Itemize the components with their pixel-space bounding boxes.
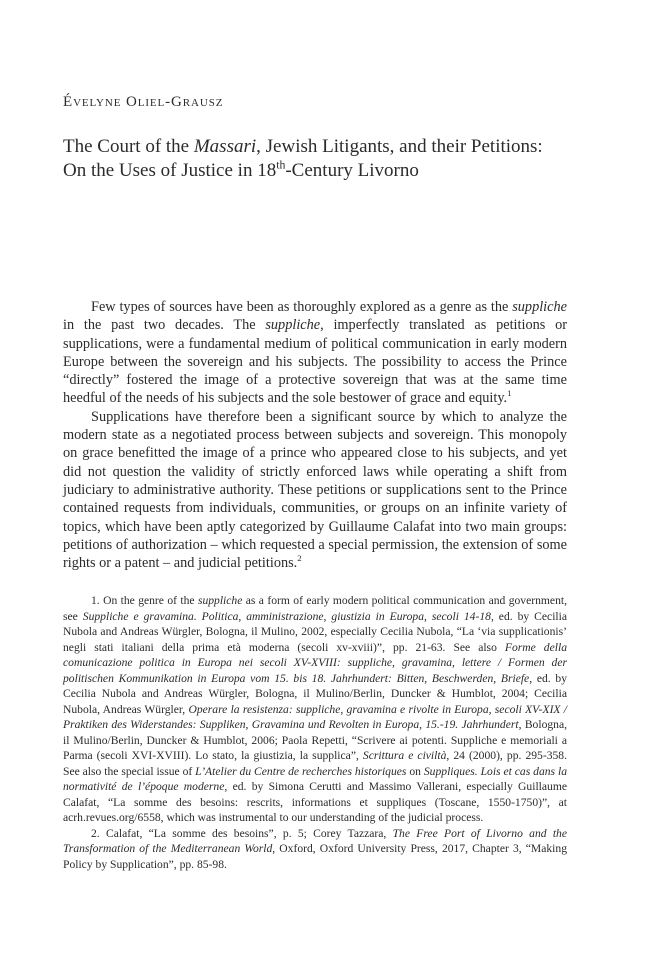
text-run: on xyxy=(406,764,424,778)
footnote xyxy=(63,593,567,826)
text-run: Few types of sources have been as thoroughly explored as a genre as the xyxy=(91,299,513,315)
title-text: On the Uses of Justice in 18 xyxy=(63,160,277,181)
text-run: 2. Calafat, “La somme des besoins”, p. 5; Corey Tazzara, xyxy=(91,826,393,840)
title-italic: Massari xyxy=(193,136,257,157)
article-title xyxy=(63,135,603,183)
footnotes xyxy=(63,593,567,872)
text-run: , ed. by Cecilia Nubola and Andreas Würgler, Bologna, il Mulino/Berlin, Duncker & Humblot, 2004; Cecilia Nubola, Andreas Würgler, xyxy=(63,671,567,716)
text-run: , ed. by Cecilia Nubola and Andreas Würgler, Bologna, il Mulino, 2002, especially Cecilia Nubola, “La ‘via supplicationis’ negli stati italiani della prima età moderna (secoli xv-xviii)”, pp. 21-63. See also xyxy=(63,609,568,654)
text-run: 1. On the genre of the xyxy=(91,594,198,607)
paragraph xyxy=(63,298,567,408)
footnote-ref: 2 xyxy=(297,553,302,564)
text-run: , 24 (2000), pp. 295-358. See also the special issue of xyxy=(63,749,567,778)
title-text: -Century Livorno xyxy=(285,160,419,181)
paragraph xyxy=(63,408,567,573)
text-run: as a form of early modern political communication and government, see xyxy=(63,594,567,623)
footnote-ref: 1 xyxy=(507,388,512,399)
text-run: Supplications have therefore been a significant source by which to analyze the modern state as a negotiated process between subjects and sovereign. This monopoly on grace benefitted the image of a prince who appeared close to his subjects, and yet did not question the validity of strictly enforced laws while operating a shift from judiciary to administrative authority. These petitions or supplications sent to the Prince contained requests from individuals, communities, or groups on an infinite variety of topics, which have been aptly categorized by Guillaume Calafat into two main groups: petitions of authorization – which requested a special permission, the extension of some rights or a patent – and judicial petitions. xyxy=(63,408,567,572)
text-run: , ed. by Simona Cerutti and Massimo Vallerani, especially Guillaume Calafat, “La somme des besoins: rescrits, informations et suppliques (Toscane, 1550-1750)”, at acrh.revues.org/6558, which was instrumental to our understanding of the judicial process. xyxy=(63,780,567,824)
italic-title: Forme della comunicazione politica in Europa nei secoli XV-XVIII: suppliche, gravamina, lettere / Formen der politischen Kommunikation in Europa vom 15. bis 18. Jahrhundert: Bitten, Beschwerden, Briefe xyxy=(63,640,567,685)
italic-title: Suppliche e gravamina. Politica, amministrazione, giustizia in Europa, secoli 14-18 xyxy=(82,609,491,623)
title-text: , Jewish Litigants, and their Petitions: xyxy=(256,136,543,157)
text-run: in the past two decades. The xyxy=(63,317,266,334)
body-text xyxy=(63,298,567,572)
italic-title: Operare la resistenza: suppliche, gravamina e rivolte in Europa, secoli XV-XIX / Praktiken des Widerstandes: Suppliken, Gravamina und Revolten in Europa, 15.-19. Jahrhundert xyxy=(63,702,567,731)
title-superscript: th xyxy=(276,158,286,172)
italic-title: suppliche xyxy=(197,594,243,607)
text-run: , imperfectly translated as petitions or supplications, were a fundamental medium of political communication in early modern Europe between the sovereign and his subjects. The possibility to access the Prince “directly” fostered the image of a protective sovereign that was at the same time heedful of the needs of his subjects and the sole bestower of grace and equity. xyxy=(63,317,567,407)
author-name: Évelyne Oliel-Grausz xyxy=(63,94,224,110)
italic-term: suppliche xyxy=(512,299,567,315)
title-text: The Court of the xyxy=(63,136,194,157)
italic-title: L’Atelier du Centre de recherches historiques xyxy=(195,764,407,778)
italic-title: Scrittura e civiltà xyxy=(362,749,447,762)
italic-term: suppliche xyxy=(265,317,321,334)
text-run: , Bologna, il Mulino/Berlin, Duncker & Humblot, 2006; Paola Repetti, “Scrivere ai potenti. Suppliche e memoriali a Parma (secoli XVI-XVIII). Lo stato, la giustizia, la supplica”, xyxy=(63,718,568,762)
footnote xyxy=(63,826,567,873)
italic-title: Suppliques. Lois et cas dans la normativité de l’époque moderne xyxy=(63,764,567,793)
text-run: , Oxford, Oxford University Press, 2017, Chapter 3, “Making Policy by Supplication”, pp. 85-98. xyxy=(63,842,567,871)
italic-title: The Free Port of Livorno and the Transformation of the Mediterranean World xyxy=(63,826,568,855)
